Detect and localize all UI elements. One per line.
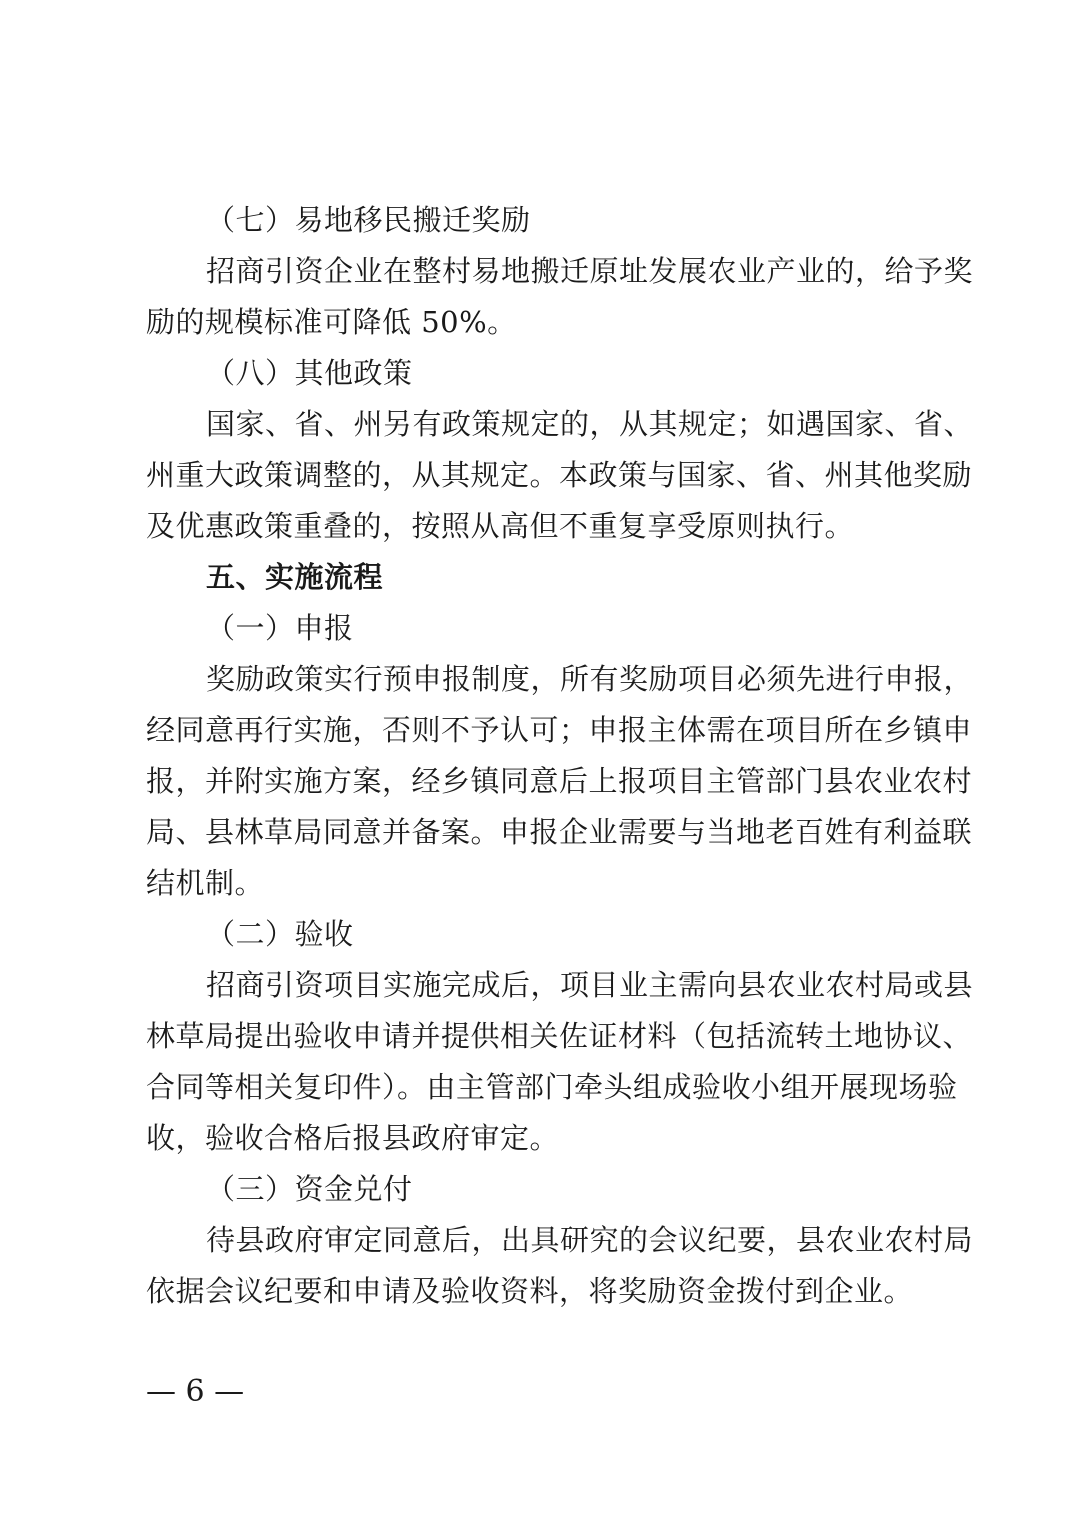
document-body: [146, 195, 974, 1317]
paragraph-line: 收，验收合格后报县政府审定。: [146, 1121, 560, 1155]
paragraph-line: 局、县林草局同意并备案。申报企业需要与当地老百姓有利益联: [146, 815, 973, 849]
paragraph-line: 州重大政策调整的，从其规定。本政策与国家、省、州其他奖励: [146, 458, 973, 492]
paragraph-line: 报，并附实施方案，经乡镇同意后上报项目主管部门县农业农村: [146, 764, 973, 798]
paragraph-line: 经同意再行实施，否则不予认可；申报主体需在项目所在乡镇申: [146, 713, 973, 747]
paragraph-line: 奖励政策实行预申报制度，所有奖励项目必须先进行申报，: [206, 662, 974, 696]
paragraph-line: 及优惠政策重叠的，按照从高但不重复享受原则执行。: [146, 509, 855, 543]
subsection-heading-1: （一）申报: [206, 611, 354, 645]
paragraph-line: 国家、省、州另有政策规定的，从其规定；如遇国家、省、: [206, 407, 974, 441]
section-heading-8: （八）其他政策: [206, 356, 413, 390]
subsection-heading-3: （三）资金兑付: [206, 1172, 413, 1206]
section-heading-7: （七）易地移民搬迁奖励: [206, 203, 531, 237]
page-number: — 6 —: [146, 1374, 245, 1409]
chapter-heading-5: 五、实施流程: [206, 560, 384, 594]
paragraph-line: 合同等相关复印件）。由主管部门牵头组成验收小组开展现场验: [146, 1070, 958, 1104]
subsection-heading-2: （二）验收: [206, 917, 354, 951]
paragraph-line: 林草局提出验收申请并提供相关佐证材料（包括流转土地协议、: [146, 1019, 973, 1053]
paragraph-line: 结机制。: [146, 866, 265, 900]
paragraph-line: 励的规模标准可降低 50%。: [146, 305, 517, 339]
paragraph-line: 招商引资企业在整村易地搬迁原址发展农业产业的，给予奖: [206, 254, 974, 288]
paragraph-line: 待县政府审定同意后，出具研究的会议纪要，县农业农村局: [206, 1223, 974, 1257]
paragraph-line: 依据会议纪要和申请及验收资料，将奖励资金拨付到企业。: [146, 1274, 914, 1308]
paragraph-line: 招商引资项目实施完成后，项目业主需向县农业农村局或县: [206, 968, 974, 1002]
